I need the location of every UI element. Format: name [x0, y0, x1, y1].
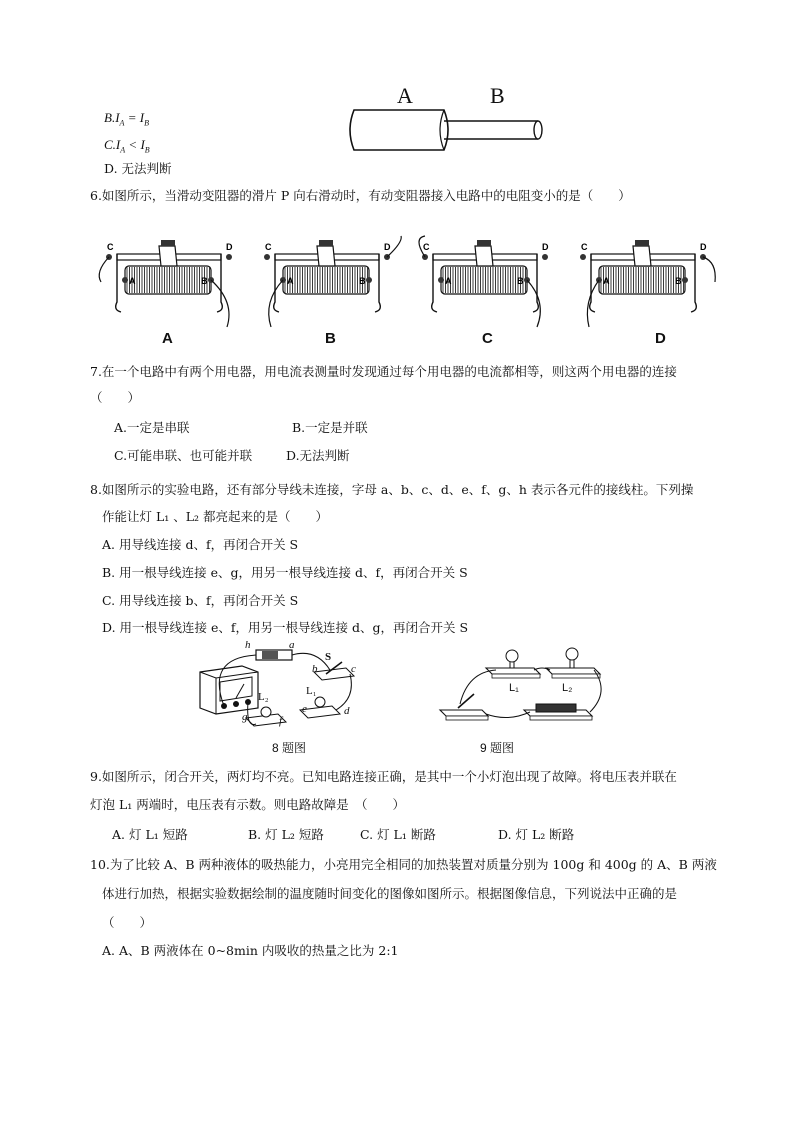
q8-label-l2: L₂	[258, 691, 269, 703]
q10-option-a: A. A、B 两液体在 0~8min 内吸收的热量之比为 2:1	[102, 943, 399, 958]
q8-option-a: A. 用导线连接 d、f，再闭合开关 S	[102, 537, 299, 552]
q8-figure-caption: 8 题图	[272, 741, 307, 755]
rheostat-4	[580, 240, 715, 327]
q8-label-c: c	[351, 663, 356, 675]
q7-option-b: B.一定是并联	[292, 420, 368, 435]
terminal-d-label: D	[542, 242, 549, 252]
q9-circuit-drawing	[438, 642, 604, 724]
q8-label-b: b	[312, 663, 318, 675]
terminal-a-label: A	[287, 276, 294, 286]
rheostat-1	[99, 240, 233, 327]
terminal-a-label: A	[129, 276, 136, 286]
q9-figure-caption: 9 题图	[480, 741, 515, 755]
terminal-c-label: C	[581, 242, 588, 252]
terminal-a-label: A	[603, 276, 610, 286]
q8-stem-line1: 8.如图所示的实验电路，还有部分导线未连接，字母 a、b、c、d、e、f、g、h 表示各元件的接线柱。下列操	[90, 482, 694, 497]
q9-label-l2: L₂	[562, 682, 573, 694]
q8-stem-line2: 作能让灯 L₁ 、L₂ 都亮起来的是（ ）	[102, 509, 329, 524]
q9-option-c: C. 灯 L₁ 断路	[360, 827, 436, 842]
q8-label-g: g	[242, 711, 248, 723]
terminal-d-label: D	[226, 242, 233, 252]
q8-label-a: a	[289, 639, 295, 651]
rheostat-2	[264, 236, 401, 327]
q7-option-d: D.无法判断	[286, 448, 350, 463]
q8-label-s: S	[325, 651, 332, 663]
q5-option-c: $C.I_A < I_B$	[104, 137, 150, 155]
q9-stem-line1: 9.如图所示，闭合开关，两灯均不亮。已知电路连接正确，是其中一个小灯泡出现了故障。将电压表并联在	[90, 769, 677, 784]
terminal-c-label: C	[265, 242, 272, 252]
q6-option-c-label: C	[482, 330, 493, 347]
q7-option-a: A.一定是串联	[114, 420, 190, 435]
q8-option-c: C. 用导线连接 b、f，再闭合开关 S	[102, 593, 299, 608]
terminal-b-label: B	[517, 276, 524, 286]
q7-stem-line1: 7.在一个电路中有两个用电器，用电流表测量时发现通过每个用电器的电流都相等，则这两个用电器的连接	[90, 364, 677, 379]
terminal-c-label: C	[423, 242, 430, 252]
conductor-drawing	[346, 108, 546, 153]
rheostat-drawing	[95, 232, 715, 332]
terminal-c-label: C	[107, 242, 114, 252]
terminal-d-label: D	[384, 242, 391, 252]
q7-stem-line2: （ ）	[90, 390, 141, 405]
rheostat-3	[419, 236, 549, 327]
q6-option-d-label: D	[655, 330, 666, 347]
q8-label-f: f	[279, 715, 283, 727]
q7-option-c: C.可能串联、也可能并联	[114, 448, 253, 463]
q6-stem: 6.如图所示，当滑动变阻器的滑片 P 向右滑动时，有动变阻器接入电路中的电阻变小的是（ ）	[90, 188, 631, 203]
q10-stem-line3: （ ）	[102, 915, 153, 930]
terminal-d-label: D	[700, 242, 707, 252]
q8-option-d: D. 用一根导线连接 e、f，用另一根导线连接 d、g，再闭合开关 S	[102, 620, 469, 635]
q9-option-b: B. 灯 L₂ 短路	[248, 827, 324, 842]
q6-option-b-label: B	[325, 330, 336, 347]
q5-label-a: A	[397, 83, 413, 108]
q10-stem-line2: 体进行加热，根据实验数据绘制的温度随时间变化的图像如图所示。根据图像信息，下列说法中正确的是	[102, 886, 678, 901]
q8-label-l1: L₁	[306, 685, 317, 697]
q9-option-d: D. 灯 L₂ 断路	[498, 827, 575, 842]
q9-stem-line2: 灯泡 L₁ 两端时，电压表有示数。则电路故障是 （ ）	[90, 797, 406, 812]
q5-option-b: $B.I_A = I_B$	[104, 110, 149, 128]
q9-label-l1: L₁	[509, 682, 519, 694]
q8-label-d: d	[344, 705, 350, 717]
q8-label-h: h	[245, 639, 251, 651]
terminal-b-label: B	[359, 276, 366, 286]
terminal-b-label: B	[675, 276, 682, 286]
terminal-a-label: A	[445, 276, 452, 286]
q8-option-b: B. 用一根导线连接 e、g，用另一根导线连接 d、f，再闭合开关 S	[102, 565, 468, 580]
q5-label-b: B	[490, 83, 505, 108]
q10-stem-line1: 10.为了比较 A、B 两种液体的吸热能力，小亮用完全相同的加热装置对质量分别为 100g 和 400g 的 A、B 两液	[90, 857, 717, 872]
q6-option-a-label: A	[162, 330, 173, 347]
q9-option-a: A. 灯 L₁ 短路	[112, 827, 188, 842]
q5-option-d: D. 无法判断	[104, 161, 172, 176]
terminal-b-label: B	[201, 276, 208, 286]
q8-label-e: e	[302, 703, 307, 715]
